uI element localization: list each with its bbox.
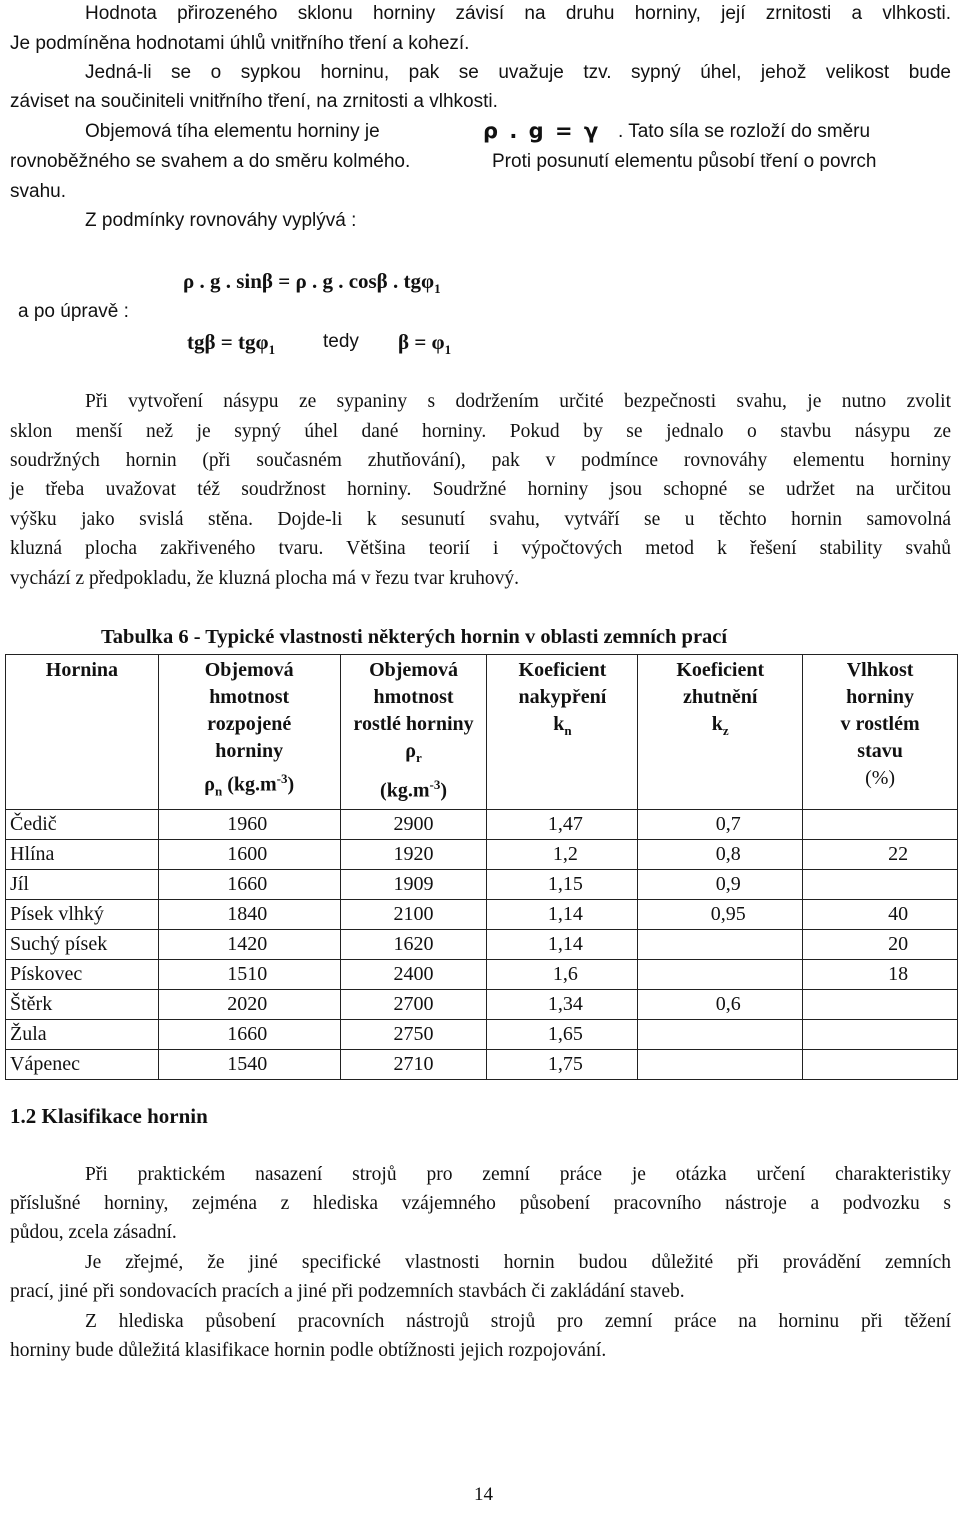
table-cell: 0,6	[638, 989, 803, 1019]
text-line: Objemová tíha elementu horniny je	[85, 121, 380, 142]
table-cell: 20	[803, 929, 958, 959]
table-cell: 0,95	[638, 899, 803, 929]
header-compaction-coefficient: Koeficient zhutnění $k_z$	[638, 655, 803, 810]
table-cell: 1840	[158, 899, 340, 929]
header-loosening-coefficient: Koeficient nakypření $k_n$	[487, 655, 638, 810]
table-cell	[638, 1019, 803, 1049]
table-cell	[803, 989, 958, 1019]
table-caption: Tabulka 6 - Typické vlastnosti některých hornin v oblasti zemních prací	[101, 626, 728, 648]
table-cell: 1540	[158, 1049, 340, 1079]
table-cell: 1,6	[487, 959, 638, 989]
table-cell	[638, 929, 803, 959]
text-line: rovnoběžného se svahem a do směru kolmého.	[10, 151, 411, 172]
text-line: Hodnota přirozeného sklonu horniny závisí na druhu horniny, její zrnitosti a vlhkosti.	[85, 3, 951, 24]
table-cell	[803, 1049, 958, 1079]
text-line: vychází z předpokladu, že kluzná plocha má v řezu tvar kruhový.	[10, 568, 519, 589]
table-cell: 1,47	[487, 809, 638, 839]
table-cell: 2100	[340, 899, 487, 929]
table-cell: Štěrk	[6, 989, 159, 1019]
table-cell: 1920	[340, 839, 487, 869]
weight-formula: ρ . g = γ	[483, 119, 601, 143]
table-row	[6, 1019, 958, 1049]
table-cell: Žula	[6, 1019, 159, 1049]
text-line: Je podmíněna hodnotami úhlů vnitřního tření a kohezí.	[10, 33, 470, 54]
table-cell: 1420	[158, 929, 340, 959]
text-line: příslušné horniny, zejména z hlediska vzájemného působení pracovního nástroje a podvozku s	[10, 1193, 951, 1214]
result-equation-angle: $\beta = \varphi_1$	[398, 330, 452, 358]
table-cell: Vápenec	[6, 1049, 159, 1079]
text-line: záviset na součiniteli vnitřního tření, na zrnitosti a vlhkosti.	[10, 91, 498, 112]
table-row	[6, 839, 958, 869]
text-line: Z hlediska působení pracovních nástrojů strojů pro zemní práce na horninu při těžení	[85, 1311, 951, 1332]
table-cell	[638, 959, 803, 989]
text-line: výšku jako svislá stěna. Dojde-li k sesunutí svahu, vytváří se u těchto hornin samovolná	[10, 509, 951, 530]
text-line: Je zřejmé, že jiné specifické vlastnosti hornin budou důležité při provádění zemních	[85, 1252, 951, 1273]
table-cell: 2710	[340, 1049, 487, 1079]
header-moisture: Vlhkost horniny v rostlém stavu (%)	[803, 655, 958, 810]
table-cell: Hlína	[6, 839, 159, 869]
text-line: horniny bude důležitá klasifikace hornin podle obtížnosti jejich rozpojování.	[10, 1340, 607, 1361]
header-loose-density: Objemová hmotnost rozpojené horniny $\rho_n$ $(kg.m^{-3})$	[158, 655, 340, 810]
table-cell: 1960	[158, 809, 340, 839]
table-cell: 2400	[340, 959, 487, 989]
text-line: svahu.	[10, 181, 66, 202]
table-row	[6, 1049, 958, 1079]
text-line: Z podmínky rovnováhy vyplývá :	[85, 210, 357, 231]
table-cell: 1909	[340, 869, 487, 899]
text-line: Jedná-li se o sypkou horninu, pak se uvažuje tzv. sypný úhel, jehož velikost bude	[85, 62, 951, 83]
text-line: Při vytvoření násypu ze sypaniny s dodržením určité bezpečnosti svahu, je nutno zvolit	[85, 391, 951, 412]
table-row	[6, 989, 958, 1019]
table-cell: Pískovec	[6, 959, 159, 989]
table-cell: Jíl	[6, 869, 159, 899]
table-row	[6, 899, 958, 929]
equation-word: tedy	[323, 331, 359, 352]
table-row	[6, 869, 958, 899]
table-cell: Čedič	[6, 809, 159, 839]
section-heading: 1.2 Klasifikace hornin	[10, 1104, 208, 1128]
table-cell: 2700	[340, 989, 487, 1019]
header-rock: Hornina	[6, 655, 159, 810]
text-line: je třeba uvažovat též soudržnost horniny. Soudržné horniny jsou schopné se udržet na určitou	[10, 479, 951, 500]
table-cell: 0,8	[638, 839, 803, 869]
table-cell	[638, 1049, 803, 1079]
table-cell: 2020	[158, 989, 340, 1019]
table-cell: 18	[803, 959, 958, 989]
table-cell: 1600	[158, 839, 340, 869]
text-line: prací, jiné při sondovacích pracích a jiné při podzemních stavbách či zakládání staveb.	[10, 1281, 685, 1302]
table-cell: 22	[803, 839, 958, 869]
text-line: Při praktickém nasazení strojů pro zemní práce je otázka určení charakteristiky	[85, 1164, 951, 1185]
text-line: . Tato síla se rozloží do směru	[618, 121, 871, 142]
table-header-row	[6, 655, 958, 810]
table-cell: 1,34	[487, 989, 638, 1019]
table-cell: 1,14	[487, 929, 638, 959]
header-natural-density: Objemová hmotnost rostlé horniny $\rho_r$ $(kg.m^{-3})$	[340, 655, 487, 810]
table-cell: 2900	[340, 809, 487, 839]
equilibrium-equation: ρ . g . sinβ = ρ . g . cosβ . tgφ$_1$	[183, 269, 441, 297]
rock-properties-table	[5, 654, 958, 1080]
table-cell: 1,14	[487, 899, 638, 929]
table-cell: 1510	[158, 959, 340, 989]
after-edit-label: a po úpravě :	[18, 301, 129, 322]
table-row	[6, 959, 958, 989]
table-cell: Suchý písek	[6, 929, 159, 959]
table-row	[6, 929, 958, 959]
text-line: sklon menší než je sypný úhel dané horniny. Pokud by se jednalo o stavbu násypu ze	[10, 421, 951, 442]
table-cell	[803, 809, 958, 839]
table-cell	[803, 869, 958, 899]
text-line: půdou, zcela zásadní.	[10, 1222, 177, 1243]
text-line: kluzná plocha zakřiveného tvaru. Většina teorií i výpočtových metod k řešení stability svahů	[10, 538, 951, 559]
table-cell: 1,75	[487, 1049, 638, 1079]
table-cell: 1,15	[487, 869, 638, 899]
table-cell: 1,2	[487, 839, 638, 869]
table-cell: 2750	[340, 1019, 487, 1049]
table-cell: 40	[803, 899, 958, 929]
table-cell: 1660	[158, 1019, 340, 1049]
table-cell: 1620	[340, 929, 487, 959]
table-cell	[803, 1019, 958, 1049]
table-cell: 1660	[158, 869, 340, 899]
result-equation-tg: tgβ = tgφ$_1$	[187, 330, 276, 358]
table-cell: 0,7	[638, 809, 803, 839]
page-number: 14	[474, 1484, 493, 1505]
text-line: soudržných hornin (při současném zhutňování), pak v podmínce rovnováhy elementu horniny	[10, 450, 951, 471]
table-cell: 1,65	[487, 1019, 638, 1049]
table-cell: 0,9	[638, 869, 803, 899]
table-row	[6, 809, 958, 839]
text-line: Proti posunutí elementu působí tření o povrch	[492, 151, 877, 172]
table-cell: Písek vlhký	[6, 899, 159, 929]
